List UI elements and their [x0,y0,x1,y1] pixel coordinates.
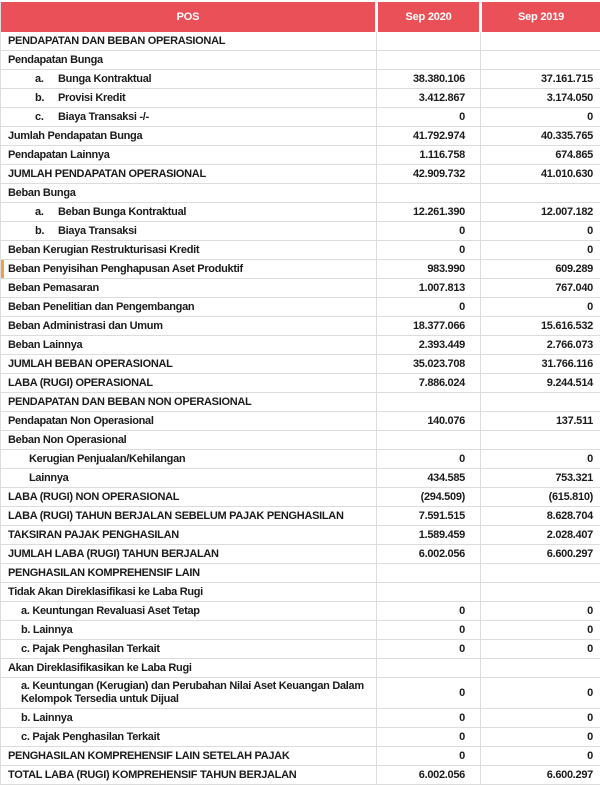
row-value-sep2019: 0 [481,621,600,640]
row-label-text: Biaya Transaksi -/- [58,110,149,123]
row-label: JUMLAH BEBAN OPERASIONAL [1,355,377,374]
row-value-sep2020 [377,431,481,450]
table-row [1,165,600,184]
header-cell-sep2020: Sep 2020 [377,2,481,32]
table-row [1,728,600,747]
row-value-sep2020: 7.591.515 [377,507,481,526]
row-label: b. Lainnya [1,709,377,728]
table-row [1,146,600,165]
row-label: Pendapatan Non Operasional [1,412,377,431]
row-value-sep2020 [377,564,481,583]
row-label: PENDAPATAN DAN BEBAN OPERASIONAL [1,32,377,51]
row-value-sep2019: 0 [481,241,600,260]
table-row [1,488,600,507]
row-value-sep2020: 1.007.813 [377,279,481,298]
row-value-sep2020: 0 [377,709,481,728]
row-value-sep2020: 1.589.459 [377,526,481,545]
row-value-sep2020: 0 [377,298,481,317]
row-label: b. Lainnya [1,621,377,640]
row-label-text: Provisi Kredit [58,91,126,104]
row-value-sep2019: 0 [481,108,600,127]
row-value-sep2019: 0 [481,709,600,728]
row-value-sep2019: 12.007.182 [481,203,600,222]
row-value-sep2019: 753.321 [481,469,600,488]
table-row [1,32,600,51]
row-label: c. Pajak Penghasilan Terkait [1,728,377,747]
row-letter: a. [35,205,44,218]
row-value-sep2020 [377,583,481,602]
row-value-sep2020: 0 [377,450,481,469]
table-row [1,412,600,431]
row-value-sep2020 [377,184,481,203]
row-label: LABA (RUGI) NON OPERASIONAL [1,488,377,507]
row-value-sep2019: 6.600.297 [481,545,600,564]
row-label: Tidak Akan Direklasifikasi ke Laba Rugi [1,583,377,602]
row-value-sep2020: 1.116.758 [377,146,481,165]
row-value-sep2020 [377,393,481,412]
row-label: a. Keuntungan (Kerugian) dan Perubahan Nilai Aset Keuangan Dalam Kelompok Tersedia untuk Dijual [1,678,377,709]
row-value-sep2020: 0 [377,640,481,659]
row-label: Beban Non Operasional [1,431,377,450]
row-value-sep2020: 0 [377,678,481,709]
row-label: LABA (RUGI) OPERASIONAL [1,374,377,393]
row-value-sep2020: 2.393.449 [377,336,481,355]
table-row [1,602,600,621]
row-label: Beban Kerugian Restrukturisasi Kredit [1,241,377,260]
table-row [1,766,600,785]
row-value-sep2020: 3.412.867 [377,89,481,108]
row-label: LABA (RUGI) TAHUN BERJALAN SEBELUM PAJAK PENGHASILAN [1,507,377,526]
row-label: Lainnya [1,469,377,488]
table-row [1,317,600,336]
row-value-sep2019: 674.865 [481,146,600,165]
row-value-sep2020: 42.909.732 [377,165,481,184]
row-letter: b. [35,224,45,237]
table-row [1,678,600,709]
table-row [1,583,600,602]
row-value-sep2019: 40.335.765 [481,127,600,146]
table-body [1,32,600,785]
row-value-sep2020: 7.886.024 [377,374,481,393]
table-row [1,621,600,640]
row-value-sep2019 [481,583,600,602]
row-label: JUMLAH LABA (RUGI) TAHUN BERJALAN [1,545,377,564]
row-label-text: Beban Bunga Kontraktual [58,205,187,218]
row-label-text: Biaya Transaksi [58,224,137,237]
row-value-sep2020: 140.076 [377,412,481,431]
row-label: JUMLAH PENDAPATAN OPERASIONAL [1,165,377,184]
table-row [1,184,600,203]
row-value-sep2019: 8.628.704 [481,507,600,526]
row-letter: c. [35,110,44,123]
row-value-sep2019: 0 [481,450,600,469]
row-value-sep2020: 0 [377,222,481,241]
row-value-sep2019 [481,564,600,583]
table-row [1,89,600,108]
row-value-sep2020: 41.792.974 [377,127,481,146]
table-row [1,298,600,317]
table-row [1,431,600,450]
table-row [1,659,600,678]
row-value-sep2020: 12.261.390 [377,203,481,222]
row-label [1,70,377,89]
income-statement-table [0,2,600,785]
table-row [1,203,600,222]
row-label: Jumlah Pendapatan Bunga [1,127,377,146]
row-value-sep2019: 9.244.514 [481,374,600,393]
table-row [1,374,600,393]
row-value-sep2019: 6.600.297 [481,766,600,785]
row-label: Beban Pemasaran [1,279,377,298]
row-value-sep2020: 0 [377,747,481,766]
table-row [1,108,600,127]
table-row [1,564,600,583]
table-row [1,279,600,298]
row-label: c. Pajak Penghasilan Terkait [1,640,377,659]
row-label: Beban Bunga [1,184,377,203]
row-value-sep2020: (294.509) [377,488,481,507]
row-value-sep2020: 0 [377,621,481,640]
row-value-sep2019: 0 [481,602,600,621]
row-value-sep2020: 6.002.056 [377,545,481,564]
row-label-text: Bunga Kontraktual [58,72,152,85]
row-label [1,108,377,127]
row-label: Beban Lainnya [1,336,377,355]
table-row [1,222,600,241]
row-value-sep2019: 41.010.630 [481,165,600,184]
row-value-sep2020: 38.380.106 [377,70,481,89]
table-row [1,526,600,545]
row-value-sep2020: 0 [377,108,481,127]
table-row [1,747,600,766]
table-row [1,336,600,355]
row-value-sep2019: 609.289 [481,260,600,279]
table-row [1,469,600,488]
row-label: Beban Penelitian dan Pengembangan [1,298,377,317]
row-value-sep2019: 3.174.050 [481,89,600,108]
row-value-sep2020: 18.377.066 [377,317,481,336]
row-value-sep2019 [481,659,600,678]
table-row [1,709,600,728]
row-value-sep2020: 0 [377,241,481,260]
row-label: Akan Direklasifikasikan ke Laba Rugi [1,659,377,678]
row-value-sep2020: 434.585 [377,469,481,488]
row-value-sep2019: 2.028.407 [481,526,600,545]
row-value-sep2019: 0 [481,728,600,747]
table-row [1,545,600,564]
row-value-sep2019 [481,184,600,203]
table-row [1,127,600,146]
table-row [1,70,600,89]
row-value-sep2019: 2.766.073 [481,336,600,355]
header-cell-pos: POS [1,2,377,32]
row-value-sep2019: 0 [481,678,600,709]
row-value-sep2019: 37.161.715 [481,70,600,89]
row-value-sep2020: 0 [377,728,481,747]
table-row [1,241,600,260]
header-cell-sep2019: Sep 2019 [481,2,600,32]
row-value-sep2019: 0 [481,298,600,317]
row-label: Beban Administrasi dan Umum [1,317,377,336]
row-value-sep2019: 0 [481,747,600,766]
row-value-sep2019: 137.511 [481,412,600,431]
row-value-sep2019: 0 [481,640,600,659]
row-label: PENDAPATAN DAN BEBAN NON OPERASIONAL [1,393,377,412]
row-value-sep2020 [377,51,481,70]
row-value-sep2019: 0 [481,222,600,241]
row-value-sep2020 [377,659,481,678]
row-value-sep2019 [481,393,600,412]
row-label [1,222,377,241]
row-label: TOTAL LABA (RUGI) KOMPREHENSIF TAHUN BERJALAN [1,766,377,785]
row-value-sep2019: 767.040 [481,279,600,298]
row-value-sep2020: 6.002.056 [377,766,481,785]
row-value-sep2019: (615.810) [481,488,600,507]
row-letter: a. [35,72,44,85]
table-row [1,51,600,70]
row-value-sep2020 [377,32,481,51]
header-row [1,2,600,32]
row-label: Pendapatan Lainnya [1,146,377,165]
row-label [1,89,377,108]
row-label: PENGHASILAN KOMPREHENSIF LAIN SETELAH PAJAK [1,747,377,766]
row-value-sep2019: 15.616.532 [481,317,600,336]
row-label: PENGHASILAN KOMPREHENSIF LAIN [1,564,377,583]
table-row [1,640,600,659]
table-row [1,450,600,469]
table-row [1,507,600,526]
row-value-sep2019 [481,431,600,450]
row-label: Kerugian Penjualan/Kehilangan [1,450,377,469]
table-header [1,2,600,32]
row-label: TAKSIRAN PAJAK PENGHASILAN [1,526,377,545]
row-value-sep2020: 983.990 [377,260,481,279]
row-value-sep2020: 0 [377,602,481,621]
row-label: Beban Penyisihan Penghapusan Aset Produktif [1,260,377,279]
row-label [1,203,377,222]
row-value-sep2020: 35.023.708 [377,355,481,374]
table-row [1,355,600,374]
row-value-sep2019 [481,51,600,70]
row-letter: b. [35,91,45,104]
row-value-sep2019: 31.766.116 [481,355,600,374]
row-label: Pendapatan Bunga [1,51,377,70]
row-value-sep2019 [481,32,600,51]
row-label: a. Keuntungan Revaluasi Aset Tetap [1,602,377,621]
table-row [1,393,600,412]
table-row [1,260,600,279]
